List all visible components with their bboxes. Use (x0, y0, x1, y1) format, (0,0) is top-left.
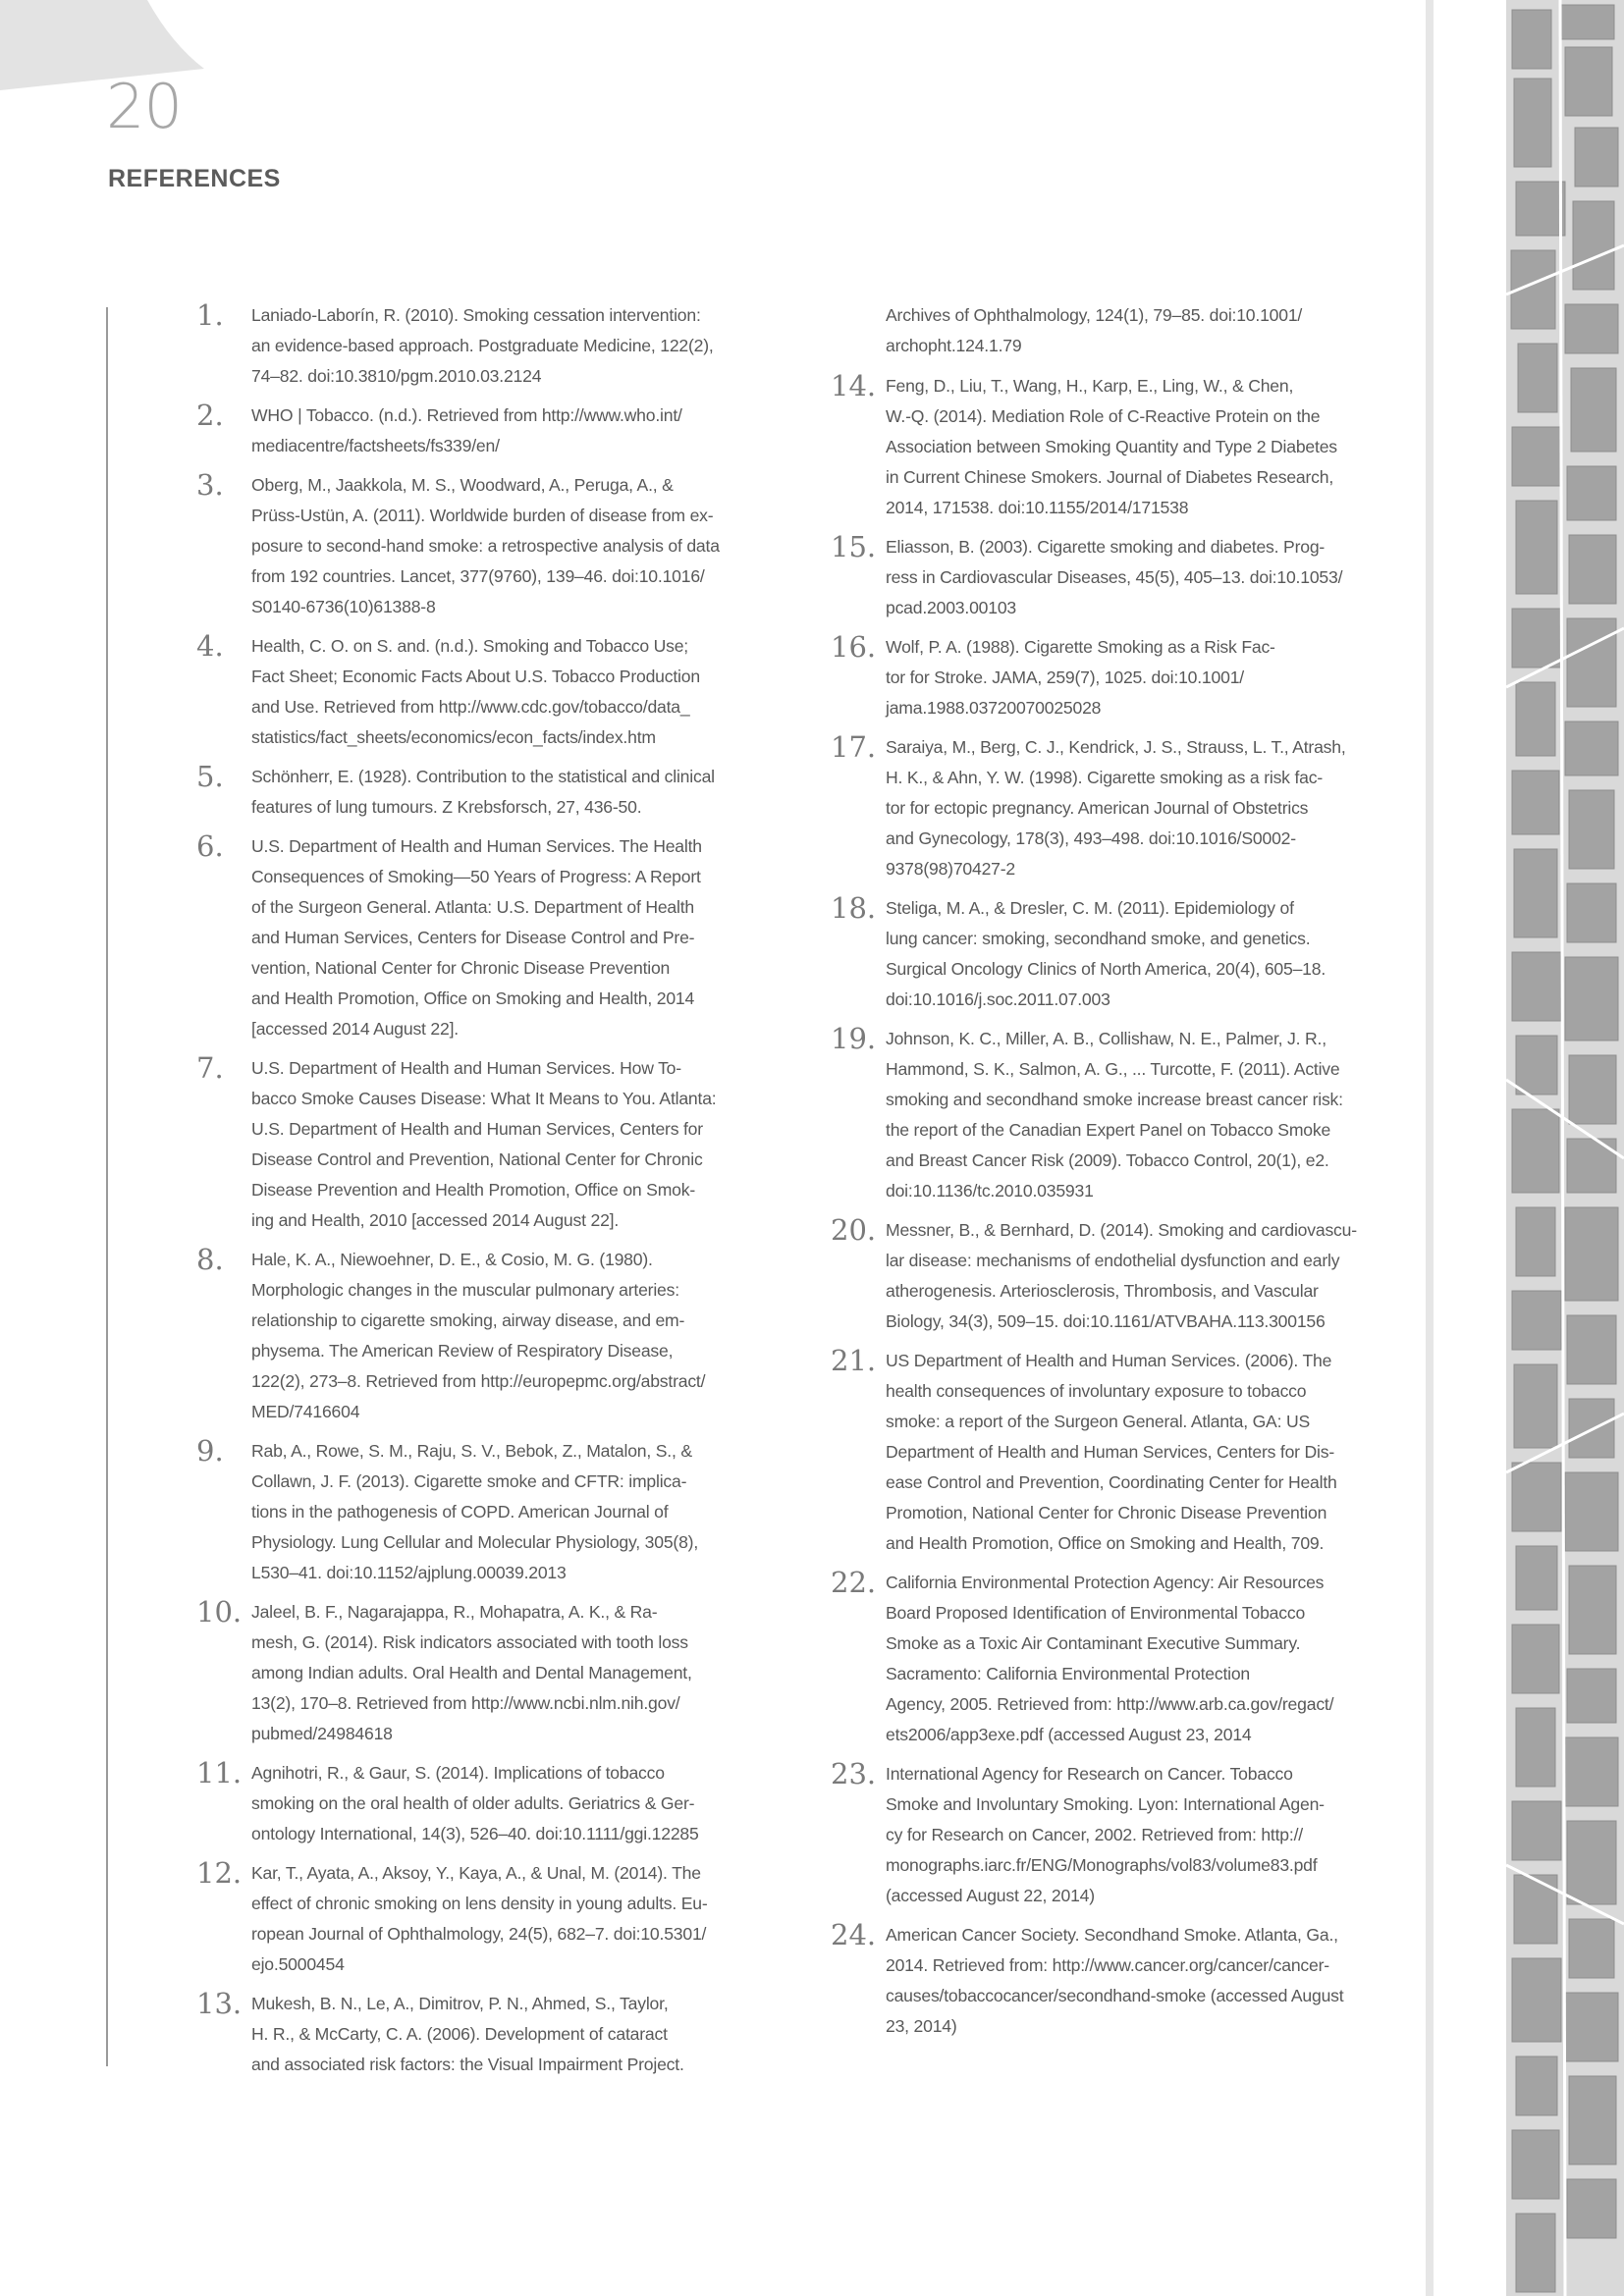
reference-item (831, 371, 1400, 523)
reference-number: 21. (831, 1344, 877, 1377)
page-gutter-divider (1426, 0, 1434, 2296)
reference-text: Health, C. O. on S. and. (n.d.). Smoking and Tobacco Use; Fact Sheet; Economic Facts About U.S. Tobacco Production and Use. Retrieved from http://www.cdc.gov/tobacco/data_ statistics/fact_sheets/economics/econ_facts/index.htm (251, 636, 700, 747)
reference-text: Wolf, P. A. (1988). Cigarette Smoking as a Risk Fac- tor for Stroke. JAMA, 259(7), 1025. doi:10.1001/ jama.1988.03720070025028 (886, 637, 1275, 718)
reference-number: 9. (196, 1434, 224, 1468)
reference-text: Eliasson, B. (2003). Cigarette smoking and diabetes. Prog- ress in Cardiovascular Diseases, 45(5), 405–13. doi:10.1053/ pcad.2003.00103 (886, 537, 1343, 617)
reference-text: WHO | Tobacco. (n.d.). Retrieved from http://www.who.int/ mediacentre/factsheets/fs339/en/ (251, 405, 682, 455)
reference-text: California Environmental Protection Agency: Air Resources Board Proposed Identification of Environmental Tobacco Smoke as a Toxic Air Contaminant Executive Summary. Sacramento: California Environmental Protection Agency, 2005. Retrieved from: http://www.arb.ca.gov/regact/ ets2006/app3exe.pdf (accessed August 23, 2014 (886, 1573, 1334, 1744)
reference-item (831, 1568, 1400, 1750)
reference-number: 20. (831, 1213, 877, 1247)
reference-item (831, 1759, 1400, 1911)
reference-number: 11. (196, 1756, 243, 1789)
reference-number: 16. (831, 630, 877, 664)
reference-number: 7. (196, 1051, 224, 1085)
reference-item (831, 893, 1400, 1015)
reference-number: 23. (831, 1757, 877, 1790)
reference-number: 5. (196, 760, 224, 793)
reference-text: Saraiya, M., Berg, C. J., Kendrick, J. S., Strauss, L. T., Atrash, H. K., & Ahn, Y. W. (1998). Cigarette smoking as a risk fac- tor for ectopic pregnancy. American Journal of Obstetrics and Gynecology, 178(3), 493–498. doi:10.1016/S0002- 9378(98)70427-2 (886, 737, 1346, 879)
reference-item (831, 1920, 1400, 2042)
reference-number: 10. (196, 1595, 243, 1629)
reference-item (831, 1024, 1400, 1206)
reference-item (196, 831, 766, 1044)
reference-number: 14. (831, 369, 877, 402)
reference-item (196, 300, 766, 392)
reference-item (196, 762, 766, 823)
references-right-column (831, 300, 1400, 2051)
reference-number: 24. (831, 1918, 877, 1951)
reference-item (196, 1858, 766, 1980)
reference-item (196, 1245, 766, 1427)
reference-item (196, 1989, 766, 2080)
reference-number: 12. (196, 1856, 243, 1890)
page-number: 20 (106, 71, 182, 142)
reference-text: Kar, T., Ayata, A., Aksoy, Y., Kaya, A., & Unal, M. (2014). The effect of chronic smoking on lens density in young adults. Eu- ropean Journal of Ophthalmology, 24(5), 682–7. doi:10.5301/ ejo.5000454 (251, 1863, 708, 1974)
reference-item (196, 631, 766, 753)
reference-number: 1. (196, 298, 224, 332)
reference-text: US Department of Health and Human Services. (2006). The health consequences of involuntary exposure to tobacco smoke: a report of the Surgeon General. Atlanta, GA: US Department of Health and Human Services, Centers for Dis- ease Control and Prevention, Coordinating Center for Health Promotion, National Center for Chronic Disease Prevention and Health Promotion, Office on Smoking and Health, 709. (886, 1351, 1337, 1553)
reference-item (196, 470, 766, 622)
section-title: REFERENCES (108, 165, 281, 192)
reference-text: Mukesh, B. N., Le, A., Dimitrov, P. N., Ahmed, S., Taylor, H. R., & McCarty, C. A. (2006). Development of cataract and associated risk factors: the Visual Impairment Project. (251, 1994, 684, 2074)
reference-number: 4. (196, 629, 224, 663)
reference-text: Steliga, M. A., & Dresler, C. M. (2011). Epidemiology of lung cancer: smoking, secondhand smoke, and genetics. Surgical Oncology Clinics of North America, 20(4), 605–18. doi:10.1016/j.soc.2011.07.003 (886, 898, 1326, 1009)
reference-item (831, 532, 1400, 623)
left-rule-divider (106, 307, 108, 2066)
reference-text: Jaleel, B. F., Nagarajappa, R., Mohapatra, A. K., & Ra- mesh, G. (2014). Risk indicators associated with tooth loss among Indian adults. Oral Health and Dental Management, 13(2), 170–8. Retrieved from http://www.ncbi.nlm.nih.gov/ pubmed/24984618 (251, 1602, 692, 1743)
reference-number: 15. (831, 530, 877, 563)
reference-number: 2. (196, 399, 224, 432)
reference-number: 8. (196, 1243, 224, 1276)
reference-item (831, 632, 1400, 723)
reference-text: American Cancer Society. Secondhand Smoke. Atlanta, Ga., 2014. Retrieved from: http://www.cancer.org/cancer/cancer- causes/tobaccocancer/secondhand-smoke (accessed August 23, 2014) (886, 1925, 1344, 2036)
reference-item (196, 400, 766, 461)
reference-item (196, 1053, 766, 1236)
references-left-column (196, 300, 766, 2089)
reference-text: U.S. Department of Health and Human Services. How To- bacco Smoke Causes Disease: What It Means to You. Atlanta: U.S. Department of Health and Human Services, Centers for Disease Control and Prevention, National Center for Chronic Disease Prevention and Health Promotion, Office on Smok- ing and Health, 2010 [accessed 2014 August 22]. (251, 1058, 717, 1230)
reference-item (196, 1597, 766, 1749)
reference-item (831, 1346, 1400, 1559)
reference-text: Rab, A., Rowe, S. M., Raju, S. V., Bebok, Z., Matalon, S., & Collawn, J. F. (2013). Cigarette smoke and CFTR: implica- tions in the pathogenesis of COPD. American Journal of Physiology. Lung Cellular and Molecular Physiology, 305(8), L530–41. doi:10.1152/ajplung.00039.2013 (251, 1441, 699, 1582)
reference-number: 17. (831, 730, 877, 764)
reference-text: U.S. Department of Health and Human Services. The Health Consequences of Smoking—50 Years of Progress: A Report of the Surgeon General. Atlanta: U.S. Department of Health and Human Services, Centers for Disease Control and Pre- vention, National Center for Chronic Disease Prevention and Health Promotion, Office on Smoking and Health, 2014 [accessed 2014 August 22]. (251, 836, 702, 1039)
reference-number: 18. (831, 891, 877, 925)
city-map-illustration (1506, 0, 1624, 2296)
reference-text: Oberg, M., Jaakkola, M. S., Woodward, A., Peruga, A., & Prüss-Ustün, A. (2011). Worldwide burden of disease from ex- posure to second-hand smoke: a retrospective analysis of data from 192 countries. Lancet, 377(9760), 139–46. doi:10.1016/ S0140-6736(10)61388-8 (251, 475, 720, 616)
reference-text: Agnihotri, R., & Gaur, S. (2014). Implications of tobacco smoking on the oral health of older adults. Geriatrics & Ger- ontology International, 14(3), 526–40. doi:10.1111/ggi.12285 (251, 1763, 699, 1843)
reference-text: International Agency for Research on Cancer. Tobacco Smoke and Involuntary Smoking. Lyon: International Agen- cy for Research on Cancer, 2002. Retrieved from: http:// monographs.iarc.fr/ENG/Monographs/vol83/volume83.pdf (accessed August 22, 2014) (886, 1764, 1325, 1905)
reference-text: Laniado-Laborín, R. (2010). Smoking cessation intervention: an evidence-based approach. Postgraduate Medicine, 122(2), 74–82. doi:10.3810/pgm.2010.03.2124 (251, 305, 714, 386)
reference-item (831, 732, 1400, 884)
reference-text: Schönherr, E. (1928). Contribution to the statistical and clinical features of lung tumours. Z Krebsforsch, 27, 436-50. (251, 767, 715, 817)
reference-item (196, 1758, 766, 1849)
reference-number: 19. (831, 1022, 877, 1055)
reference-text: Hale, K. A., Niewoehner, D. E., & Cosio, M. G. (1980). Morphologic changes in the muscular pulmonary arteries: relationship to cigarette smoking, airway disease, and em- physema. The American Review of Respiratory Disease, 122(2), 273–8. Retrieved from http://europepmc.org/abstract/ MED/7416604 (251, 1250, 706, 1421)
reference-text: Messner, B., & Bernhard, D. (2014). Smoking and cardiovascu- lar disease: mechanisms of endothelial dysfunction and early atherogenesis. Arteriosclerosis, Thrombosis, and Vascular Biology, 34(3), 509–15. doi:10.1161/ATVBAHA.113.300156 (886, 1220, 1357, 1331)
reference-number: 3. (196, 468, 224, 502)
decorative-map-strip (1506, 0, 1624, 2296)
reference-item (196, 1436, 766, 1588)
reference-number: 6. (196, 829, 224, 863)
reference-text: Johnson, K. C., Miller, A. B., Collishaw, N. E., Palmer, J. R., Hammond, S. K., Salmon, A. G., ... Turcotte, F. (2011). Active smoking and secondhand smoke increase breast cancer risk: the report of the Canadian Expert Panel on Tobacco Smoke and Breast Cancer Risk (2009). Tobacco Control, 20(1), e2. doi:10.1136/tc.2010.035931 (886, 1029, 1343, 1201)
reference-text: Feng, D., Liu, T., Wang, H., Karp, E., Ling, W., & Chen, W.-Q. (2014). Mediation Role of C-Reactive Protein on the Association between Smoking Quantity and Type 2 Diabetes in Current Chinese Smokers. Journal of Diabetes Research, 2014, 171538. doi:10.1155/2014/171538 (886, 376, 1337, 517)
reference-item (831, 1215, 1400, 1337)
reference-number: 13. (196, 1987, 243, 2020)
reference-number: 22. (831, 1566, 877, 1599)
reference-continuation-text: Archives of Ophthalmology, 124(1), 79–85. doi:10.1001/ archopht.124.1.79 (886, 305, 1303, 355)
